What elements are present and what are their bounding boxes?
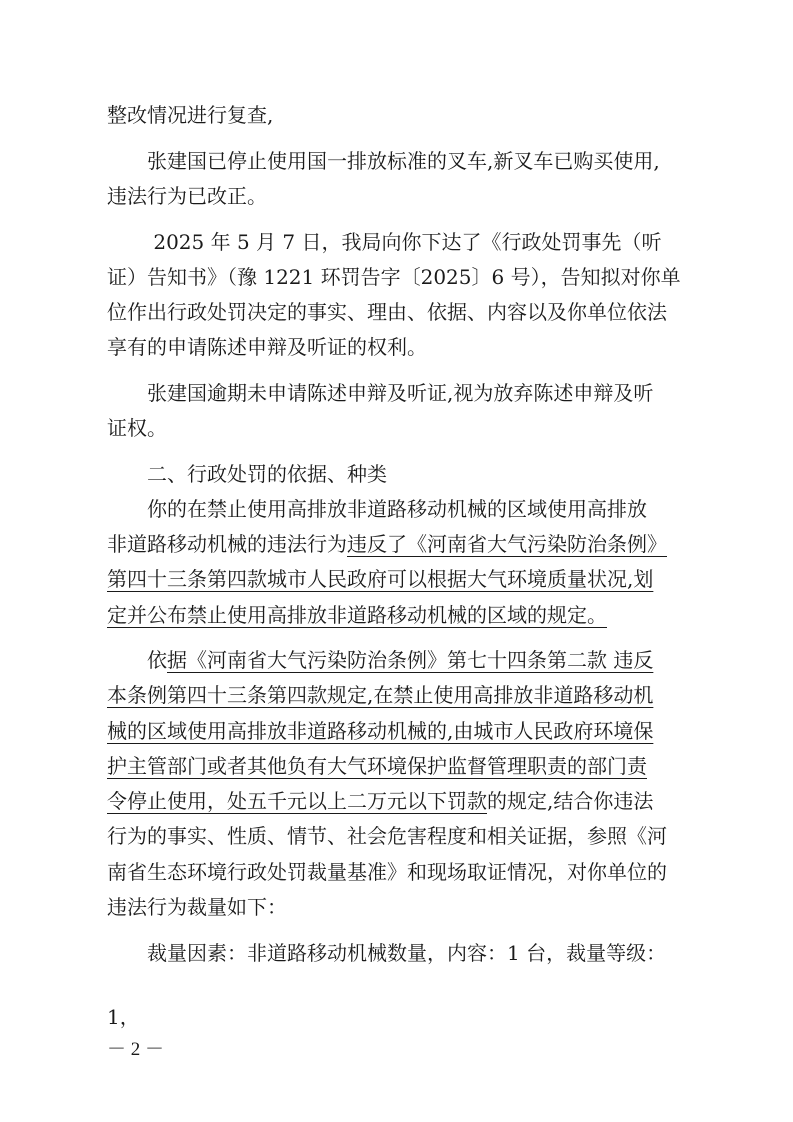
text-line: [107, 646, 697, 674]
text-segment: 整改情况进行复查,: [107, 103, 274, 127]
text-line: [107, 147, 697, 175]
text-line: [107, 565, 697, 593]
text-segment: 享有的申请陈述申辩及听证的权利。: [107, 335, 427, 359]
text-line: [107, 333, 697, 361]
text-segment: 非道路移动机械的违法行为: [107, 532, 347, 556]
text-segment: 1，: [107, 1005, 140, 1029]
text-segment: 位作出行政处罚决定的事实、理由、依据、内容以及你单位依法: [107, 300, 667, 324]
text-line: [107, 379, 697, 407]
text-segment: 南省生态环境行政处罚裁量基准》和现场取证情况，对你单位的: [107, 860, 667, 884]
text-line: [107, 414, 697, 442]
text-line: [107, 893, 697, 921]
text-line: [107, 530, 697, 558]
underlined-text: 定并公布禁止使用高排放非道路移动机械的区域的规定。: [107, 603, 607, 627]
underlined-text: 护主管部门或者其他负有大气环境保护监督管理职责的部门责: [107, 754, 647, 778]
text-segment: 张建国已停止使用国一排放标准的叉车,新叉车已购买使用,: [107, 149, 660, 173]
text-segment: 依: [107, 648, 167, 672]
text-segment: 违法行为已改正。: [107, 184, 267, 208]
text-line: [107, 717, 697, 745]
text-segment: 证权。: [107, 416, 167, 440]
page-number: － 2 －: [107, 1039, 165, 1060]
underlined-text: 本条例第四十三条第四款规定,在禁止使用高排放非道路移动机: [107, 683, 654, 707]
underlined-text: 违反了《河南省大气污染防治条例》: [347, 532, 667, 556]
text-line: [107, 460, 697, 488]
text-line: [107, 858, 697, 886]
underlined-text: 令停止使用，处五千元以上二万元以下罚款: [107, 789, 487, 813]
text-segment: 的规定,结合你违法: [487, 789, 654, 813]
underlined-text: 第四十三条第四款城市人民政府可以根据大气环境质量状况,划: [107, 567, 654, 591]
text-line: [107, 681, 697, 709]
text-line: [107, 787, 697, 815]
underlined-text: 据《河南省大气污染防治条例》第七十四条第二款 违反: [167, 648, 654, 672]
text-line: [107, 822, 697, 850]
text-segment: 违法行为裁量如下：: [107, 895, 287, 919]
text-line: [107, 601, 697, 629]
text-line: [107, 101, 697, 129]
text-line: [107, 263, 697, 291]
text-segment: 证）告知书》（豫 1221 环罚告字〔2025〕6 号），告知拟对你单: [107, 265, 681, 289]
text-line: [107, 298, 697, 326]
text-segment: 2025 年 5 月 7 日，我局向你下达了《行政处罚事先（听: [107, 230, 662, 254]
text-segment: 你的在禁止使用高排放非道路移动机械的区域使用高排放: [107, 497, 647, 521]
text-line: [107, 228, 697, 256]
text-line: [107, 1003, 697, 1031]
text-line: [107, 182, 697, 210]
text-segment: 裁量因素：非道路移动机械数量，内容：1 台，裁量等级：: [107, 941, 667, 965]
text-line: [107, 939, 697, 967]
text-line: [107, 495, 697, 523]
underlined-text: 械的区域使用高排放非道路移动机械的,由城市人民政府环境保: [107, 719, 654, 743]
text-segment: 二、行政处罚的依据、种类: [107, 462, 387, 486]
text-segment: 行为的事实、性质、情节、社会危害程度和相关证据，参照《河: [107, 824, 667, 848]
text-segment: 张建国逾期未申请陈述申辩及听证,视为放弃陈述申辩及听: [107, 381, 654, 405]
text-line: [107, 752, 697, 780]
